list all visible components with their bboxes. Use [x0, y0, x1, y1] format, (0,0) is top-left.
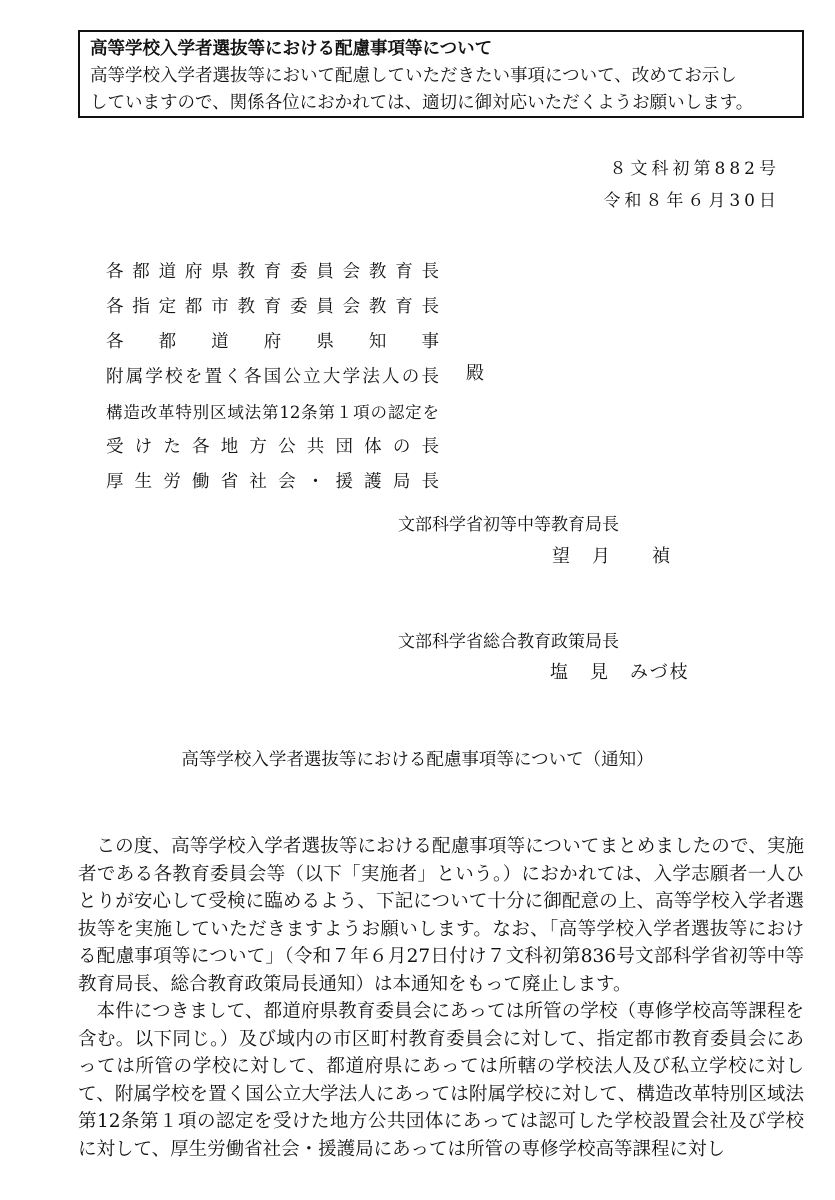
addressee-item: 各都道府県知事 [106, 332, 439, 352]
addressee-item: 附属学校を置く各国公立大学法人の長 [106, 367, 439, 387]
addressee-item: 構造改革特別区域法第12条第１項の認定を [106, 403, 439, 422]
sender-office-1: 文部科学省初等中等教育局長 [398, 515, 619, 535]
honorific: 殿 [466, 363, 484, 384]
document-number: ８文科初第882号 [609, 159, 780, 179]
addressee-item: 各都道府県教育委員会教育長 [106, 262, 439, 282]
summary-line-1: 高等学校入学者選抜等において配慮していただきたい事項について、改めてお示し [90, 66, 737, 86]
summary-title: 高等学校入学者選抜等における配慮事項等について [90, 39, 493, 59]
sender-name-2: 塩 見 みづ枝 [550, 662, 690, 683]
addressee-item: 受けた各地方公共団体の長 [106, 437, 439, 457]
addressee-list [106, 255, 439, 500]
document-date: 令和８年６月30日 [603, 191, 780, 211]
sender-office-2: 文部科学省総合教育政策局長 [398, 632, 619, 652]
summary-line-2: していますので、関係各位におかれては、適切に御対応いただくようお願いします。 [90, 93, 754, 113]
body-paragraph-2: 本件につきまして、都道府県教育委員会にあっては所管の学校（専修学校高等課程を含む。以下同じ。）及び域内の市区町村教育委員会に対して、指定都市教育委員会にあっては所管の学校に対して、都道府県にあっては所轄の学校法人及び私立学校に対して、附属学校を置く国公立大学法人にあっては附属学校に対して、構造改革特別区域法第12条第１項の認定を受けた地方公共団体にあっては認可した学校設置会社及び学校に対して、厚生労働省社会・援護局にあっては所管の専修学校高等課程に対し [78, 1001, 804, 1160]
notice-title: 高等学校入学者選抜等における配慮事項等について（通知） [181, 750, 654, 770]
body-text [78, 833, 804, 1163]
body-paragraph-1: この度、高等学校入学者選抜等における配慮事項等についてまとめましたので、実施者である各教育委員会等（以下「実施者」という。）におかれては、入学志願者一人ひとりが安心して受検に臨めるよう、下記について十分に御配意の上、高等学校入学者選抜等を実施していただきますようお願いします。なお、「高等学校入学者選抜等における配慮事項等について」（令和７年６月27日付け７文科初第836号文部科学省初等中等教育局長、総合教育政策局長通知）は本通知をもって廃止します。 [78, 836, 804, 995]
addressee-item: 各指定都市教育委員会教育長 [106, 297, 439, 317]
summary-box [78, 30, 804, 118]
addressee-item: 厚生労働省社会・援護局長 [106, 472, 439, 492]
sender-name-1: 望 月 禎 [552, 546, 672, 567]
